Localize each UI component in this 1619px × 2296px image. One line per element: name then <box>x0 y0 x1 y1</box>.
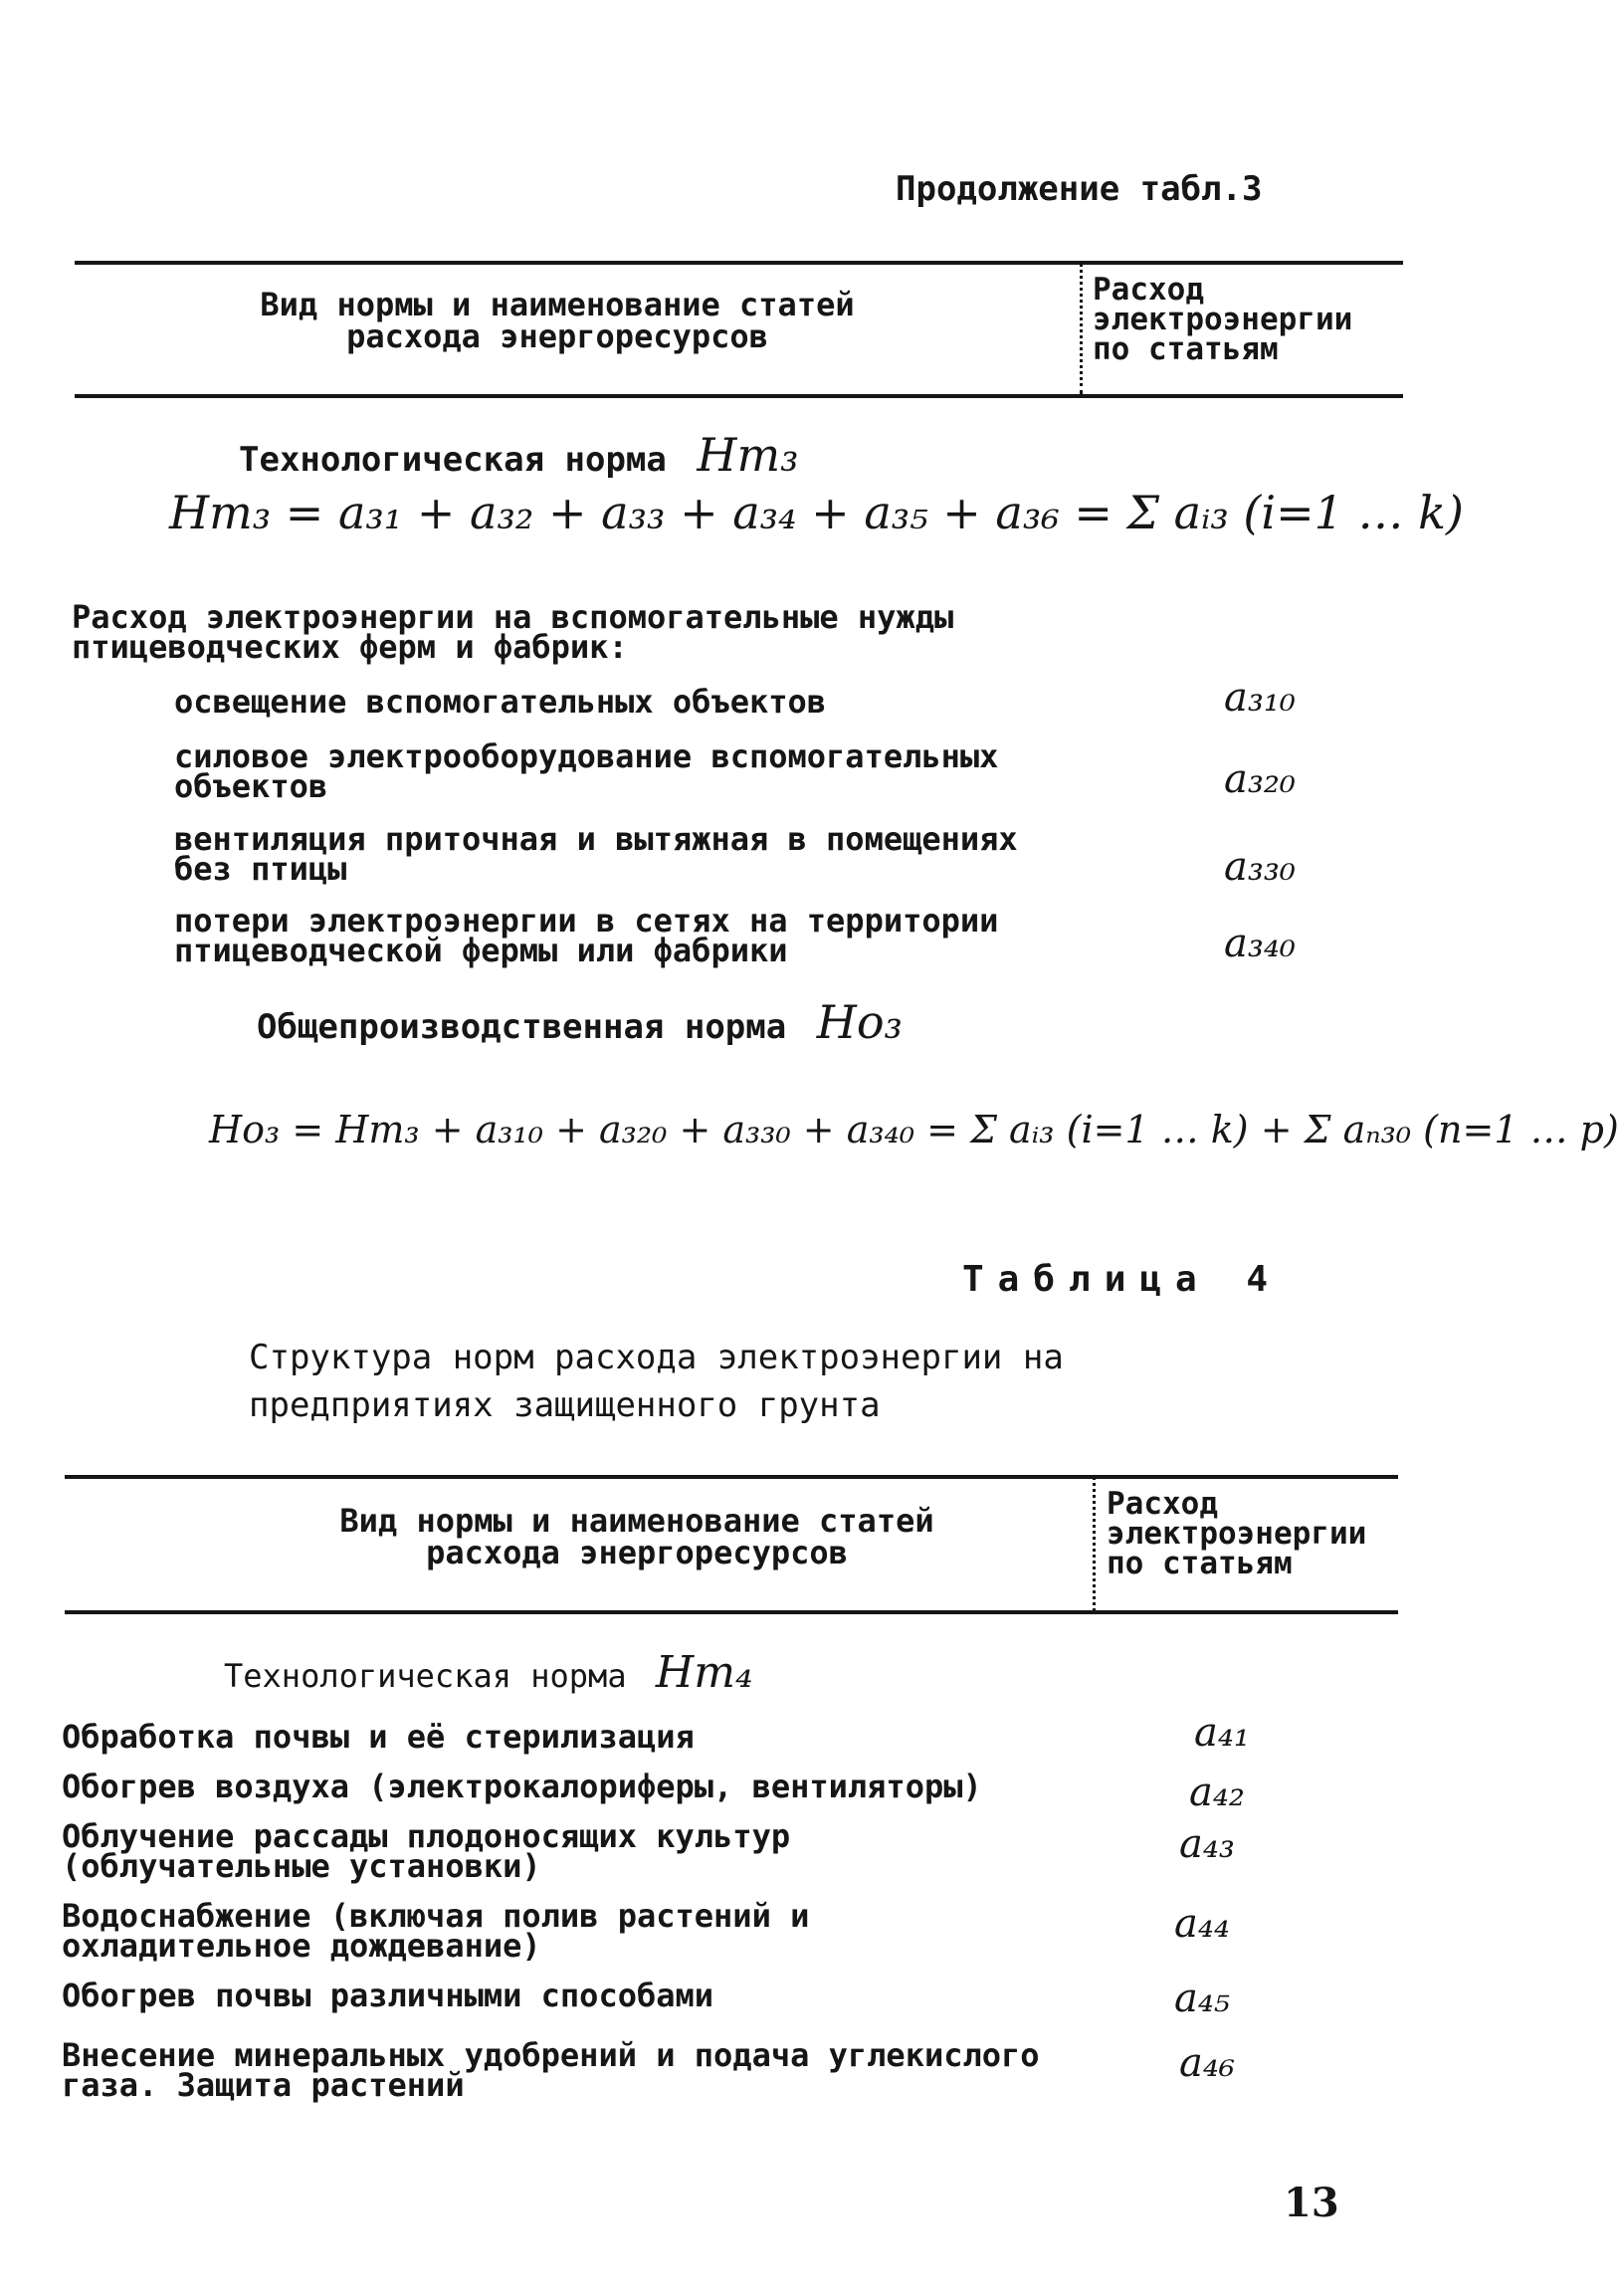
item-code: a₄₂ <box>1189 1770 1245 1815</box>
page-number: 13 <box>1284 2180 1339 2226</box>
tech-norm-formula: Hт₃ = a₃₁ + a₃₂ + a₃₃ + a₃₄ + a₃₅ + a₃₆ = Σ aᵢ₃ (i=1 … k) <box>169 486 1464 539</box>
item-code: a₄₅ <box>1174 1976 1230 2021</box>
table3-header-right: Расход электроэнергии по статьям <box>1093 272 1353 367</box>
table3-top-rule <box>75 261 1403 265</box>
gen-norm-symbol: Hо₃ <box>816 995 903 1049</box>
item-code: a₄₁ <box>1194 1710 1250 1756</box>
table3-header-divider <box>1080 263 1083 394</box>
table-row: Водоснабжение (включая полив растений и охладительное дождевание) <box>62 1897 810 1965</box>
list-item: силовое электрооборудование вспомогательных объектов <box>174 737 999 805</box>
tech-norm-label: Технологическая норма Hт₃ <box>239 428 799 482</box>
table-row: Обогрев воздуха (электрокалориферы, вентиляторы) <box>62 1768 982 1805</box>
tech-norm-symbol: Hт₃ <box>697 428 799 482</box>
item-code: a₄₃ <box>1179 1821 1235 1867</box>
item-code: a₃₁₀ <box>1224 675 1296 721</box>
table4-title: Структура норм расхода электроэнергии на предприятиях защищенного грунта <box>249 1338 1064 1425</box>
list-item: потери электроэнергии в сетях на территории птицеводческой фермы или фабрики <box>174 902 999 969</box>
gen-norm-formula: Hо₃ = Hт₃ + a₃₁₀ + a₃₂₀ + a₃₃₀ + a₃₄₀ = Σ aᵢ₃ (i=1 … k) + Σ aₙ₃₀ (n=1 … p) <box>209 1108 1619 1151</box>
item-code: a₄₄ <box>1174 1901 1230 1947</box>
aux-intro: Расход электроэнергии на вспомогательные нужды птицеводческих ферм и фабрик: <box>72 598 954 666</box>
tech-norm4-symbol: Hт₄ <box>655 1647 753 1698</box>
table4-header-right: Расход электроэнергии по статьям <box>1107 1486 1367 1581</box>
table4-header-divider <box>1093 1477 1096 1611</box>
table4-label: Таблица 4 <box>962 1259 1283 1300</box>
item-code: a₃₂₀ <box>1224 756 1296 802</box>
item-code: a₄₆ <box>1179 2040 1235 2086</box>
table4-header-left: Вид нормы и наименование статей расхода энергоресурсов <box>339 1502 934 1571</box>
item-code: a₃₄₀ <box>1224 921 1296 966</box>
table3-bottom-rule <box>75 394 1403 398</box>
table3-header-left: Вид нормы и наименование статей расхода энергоресурсов <box>260 286 855 355</box>
table4-bottom-rule <box>65 1610 1398 1614</box>
table-row: Внесение минеральных удобрений и подача углекислого газа. Защита растений <box>62 2036 1040 2104</box>
table-row: Обогрев почвы различными способами <box>62 1977 714 2014</box>
continuation-label: Продолжение табл.3 <box>896 169 1263 209</box>
tech-norm4-label: Технологическая норма Hт₄ <box>224 1647 753 1698</box>
table-row: Обработка почвы и её стерилизация <box>62 1718 695 1756</box>
item-code: a₃₃₀ <box>1224 844 1296 890</box>
list-item: освещение вспомогательных объектов <box>174 683 827 721</box>
table-row: Облучение рассады плодоносящих культур (облучательные установки) <box>62 1817 791 1885</box>
table4-top-rule <box>65 1475 1398 1479</box>
list-item: вентиляция приточная и вытяжная в помещениях без птицы <box>174 820 1018 888</box>
gen-norm-label: Общепроизводственная норма Hо₃ <box>257 995 903 1049</box>
